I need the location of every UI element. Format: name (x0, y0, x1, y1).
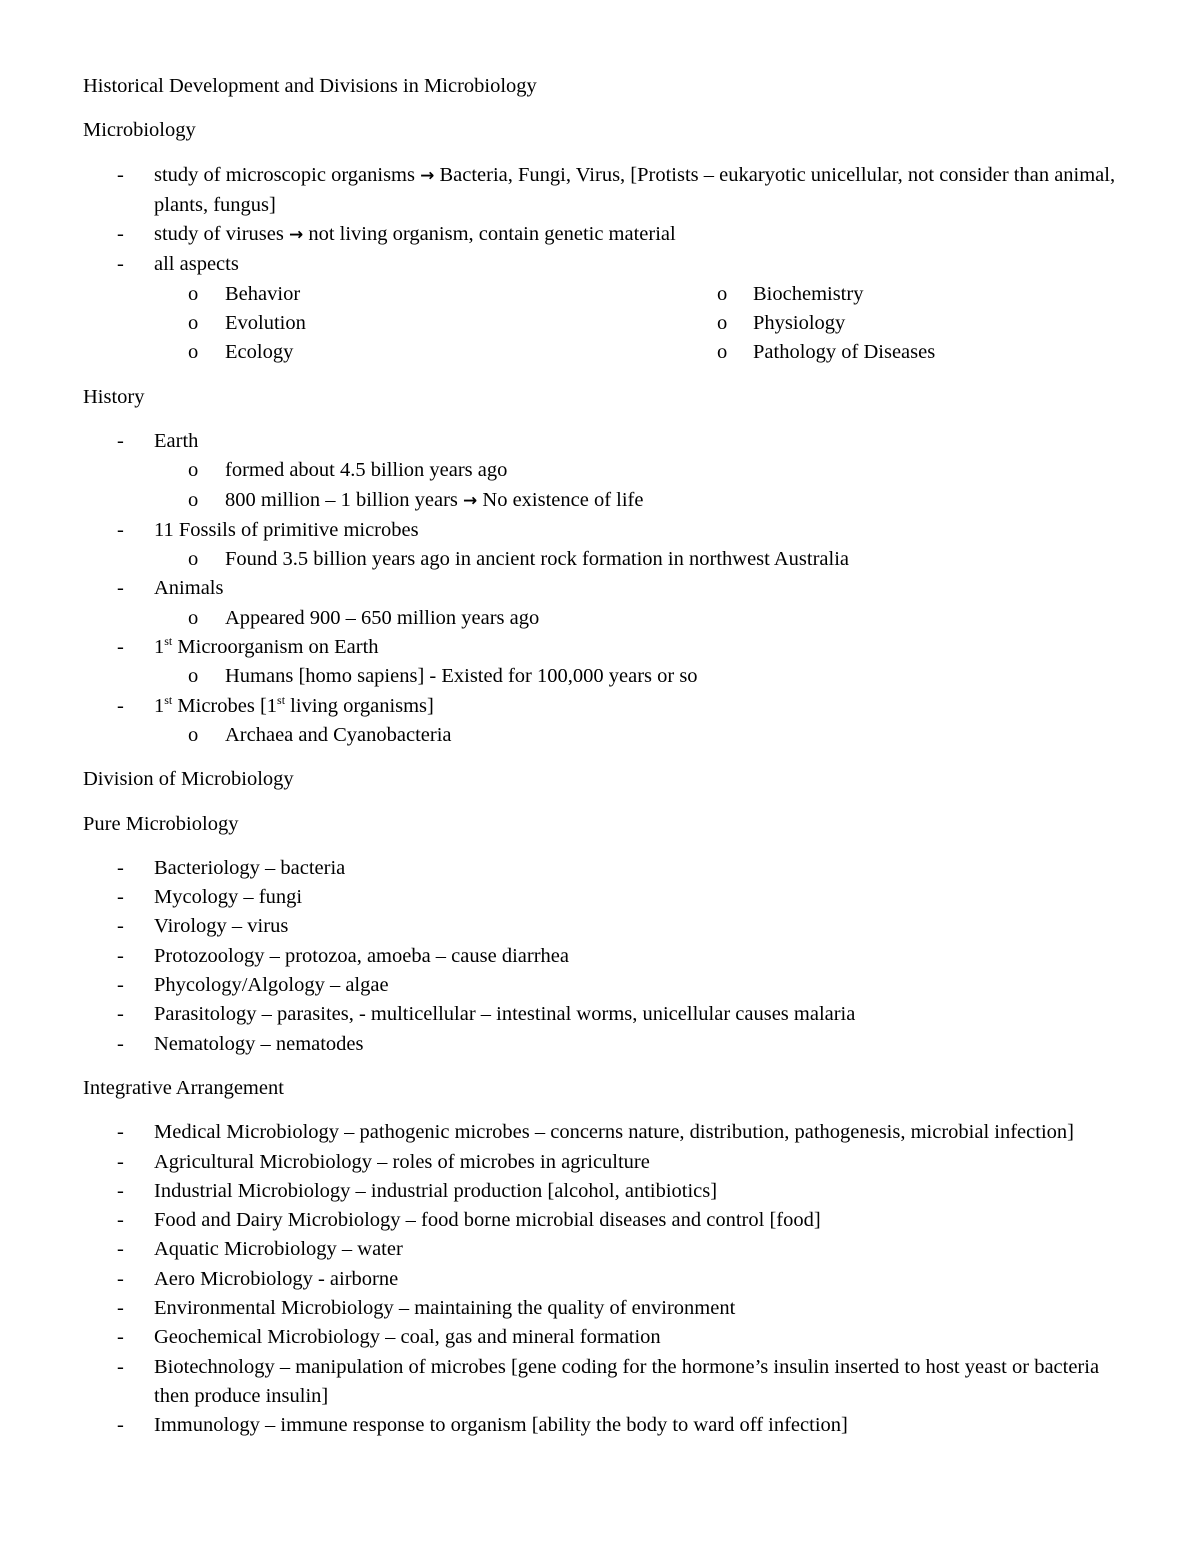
item-text: Archaea and Cyanobacteria (225, 723, 452, 746)
microbiology-list (0, 161, 1200, 280)
item-text: 11 Fossils of primitive microbes (154, 518, 419, 541)
item-text: Virology – virus (154, 915, 289, 938)
aspect-item: Ecology (225, 341, 294, 364)
item-text: Medical Microbiology – pathogenic microbes – concerns nature, distribution, pathogenesis, microbial infection] (154, 1121, 1074, 1144)
item-text: Mycology – fungi (154, 886, 303, 909)
dash-bullet-icon: - (117, 1238, 124, 1261)
dash-bullet-icon: - (117, 1296, 124, 1319)
item-text: Earth (154, 429, 199, 452)
dash-bullet-icon: - (117, 886, 124, 909)
item-text: Nematology – nematodes (154, 1032, 364, 1055)
item-text: Industrial Microbiology – industrial production [alcohol, antibiotics] (154, 1179, 718, 1202)
circle-bullet-icon: o (188, 548, 199, 571)
aspect-item: Physiology (753, 312, 846, 335)
item-text: Geochemical Microbiology – coal, gas and mineral formation (154, 1326, 661, 1349)
dash-bullet-icon: - (117, 1032, 124, 1055)
list-item (0, 1206, 1200, 1235)
item-text: 800 million – 1 billion years (225, 488, 464, 511)
section-heading-microbiology: Microbiology (83, 119, 196, 142)
aspect-row (0, 309, 1200, 338)
section-heading-pure: Pure Microbiology (83, 812, 239, 835)
pure-microbiology-list (0, 854, 1200, 1059)
item-text: Found 3.5 billion years ago in ancient rock formation in northwest Australia (225, 548, 849, 571)
item-text: Bacteriology – bacteria (154, 856, 346, 879)
list-item (0, 971, 1200, 1000)
dash-bullet-icon: - (117, 1179, 124, 1202)
list-item (0, 883, 1200, 912)
list-item (0, 1118, 1200, 1147)
item-text: Bacteria, Fungi, Virus, [Protists – eukaryotic unicellular, not consider than animal, plants, fungus] (154, 163, 1116, 216)
ordinal-number: 1 (154, 636, 165, 659)
item-text: study of viruses (154, 223, 289, 246)
circle-bullet-icon: o (717, 282, 728, 305)
list-item (0, 1030, 1200, 1059)
item-text: Environmental Microbiology – maintaining the quality of environment (154, 1296, 736, 1319)
dash-bullet-icon: - (117, 1355, 124, 1378)
ordinal-number: 1 (154, 694, 165, 717)
aspect-row (0, 338, 1200, 367)
dash-bullet-icon: - (117, 944, 124, 967)
item-text: Aero Microbiology - airborne (154, 1267, 399, 1290)
dash-bullet-icon: - (117, 577, 124, 600)
item-text: Animals (154, 577, 224, 600)
integrative-arrangement-list (0, 1118, 1200, 1440)
arrow-right-icon: → (420, 165, 435, 186)
item-text: living organisms] (285, 694, 434, 717)
dash-bullet-icon: - (117, 223, 124, 246)
list-item (0, 516, 1200, 545)
list-item (0, 1411, 1200, 1440)
item-text: No existence of life (477, 488, 644, 511)
item-text: Immunology – immune response to organism [ability the body to ward off infection] (154, 1414, 848, 1437)
item-text: Protozoology – protozoa, amoeba – cause diarrhea (154, 944, 569, 967)
list-item (0, 633, 1200, 662)
list-item (0, 1148, 1200, 1177)
list-item (0, 854, 1200, 883)
ordinal-suffix: st (164, 692, 173, 707)
dash-bullet-icon: - (117, 636, 124, 659)
circle-bullet-icon: o (188, 282, 199, 305)
sub-list-item (0, 456, 1200, 485)
list-item (0, 1235, 1200, 1264)
aspects-two-column-list (0, 280, 1200, 368)
sub-list-item (0, 604, 1200, 633)
item-text: study of microscopic organisms (154, 163, 421, 186)
list-item (0, 1294, 1200, 1323)
item-text: Humans [homo sapiens] - Existed for 100,000 years or so (225, 665, 698, 688)
item-text: Food and Dairy Microbiology – food borne microbial diseases and control [food] (154, 1209, 821, 1232)
history-list (0, 427, 1200, 750)
circle-bullet-icon: o (188, 459, 199, 482)
circle-bullet-icon: o (188, 312, 199, 335)
section-heading-division: Division of Microbiology (83, 768, 294, 791)
dash-bullet-icon: - (117, 163, 124, 186)
dash-bullet-icon: - (117, 856, 124, 879)
list-item (0, 1265, 1200, 1294)
list-item (0, 1000, 1200, 1029)
aspect-item: Behavior (225, 282, 301, 305)
item-text: Microbes [1 (172, 694, 278, 717)
item-text: Phycology/Algology – algae (154, 974, 389, 997)
dash-bullet-icon: - (117, 1150, 124, 1173)
item-text: formed about 4.5 billion years ago (225, 459, 508, 482)
item-text: Biotechnology – manipulation of microbes [gene coding for the hormone’s insulin inserted to host yeast or bacteria then produce insulin] (154, 1355, 1100, 1407)
item-text: Aquatic Microbiology – water (154, 1238, 403, 1261)
sub-list-item (0, 486, 1200, 516)
list-item (0, 912, 1200, 941)
list-item (0, 161, 1200, 221)
item-text: Parasitology – parasites, - multicellular – intestinal worms, unicellular causes malaria (154, 1003, 856, 1026)
dash-bullet-icon: - (117, 253, 124, 276)
dash-bullet-icon: - (117, 1121, 124, 1144)
list-item (0, 220, 1200, 250)
sub-list-item (0, 662, 1200, 691)
arrow-right-icon: → (288, 225, 304, 246)
item-text: Appeared 900 – 650 million years ago (225, 606, 540, 629)
aspect-item: Biochemistry (753, 282, 864, 305)
sub-list-item (0, 545, 1200, 574)
circle-bullet-icon: o (188, 606, 199, 629)
list-item (0, 427, 1200, 456)
list-item (0, 1323, 1200, 1352)
dash-bullet-icon: - (117, 1414, 124, 1437)
item-text: Microorganism on Earth (172, 636, 379, 659)
document-title: Historical Development and Divisions in Microbiology (83, 75, 537, 97)
list-item (0, 1177, 1200, 1206)
circle-bullet-icon: o (717, 312, 728, 335)
list-item (0, 574, 1200, 603)
circle-bullet-icon: o (717, 341, 728, 364)
ordinal-suffix: st (164, 634, 173, 649)
item-text: all aspects (154, 253, 239, 276)
ordinal-suffix: st (277, 692, 286, 707)
section-heading-integrative: Integrative Arrangement (83, 1076, 284, 1099)
section-heading-history: History (83, 385, 145, 408)
dash-bullet-icon: - (117, 429, 124, 452)
aspect-row (0, 280, 1200, 309)
aspect-item: Evolution (225, 312, 306, 335)
dash-bullet-icon: - (117, 1209, 124, 1232)
circle-bullet-icon: o (188, 488, 199, 511)
dash-bullet-icon: - (117, 694, 124, 717)
sub-list-item (0, 721, 1200, 750)
dash-bullet-icon: - (117, 915, 124, 938)
dash-bullet-icon: - (117, 1267, 124, 1290)
list-item (0, 250, 1200, 279)
arrow-right-icon: → (463, 490, 478, 511)
circle-bullet-icon: o (188, 341, 199, 364)
list-item (0, 942, 1200, 971)
dash-bullet-icon: - (117, 1003, 124, 1026)
list-item (0, 1353, 1200, 1412)
dash-bullet-icon: - (117, 1326, 124, 1349)
aspect-item: Pathology of Diseases (753, 341, 936, 364)
list-item (0, 692, 1200, 721)
circle-bullet-icon: o (188, 665, 199, 688)
circle-bullet-icon: o (188, 723, 199, 746)
dash-bullet-icon: - (117, 518, 124, 541)
item-text: Agricultural Microbiology – roles of microbes in agriculture (154, 1150, 650, 1173)
item-text: not living organism, contain genetic material (303, 223, 676, 246)
dash-bullet-icon: - (117, 974, 124, 997)
